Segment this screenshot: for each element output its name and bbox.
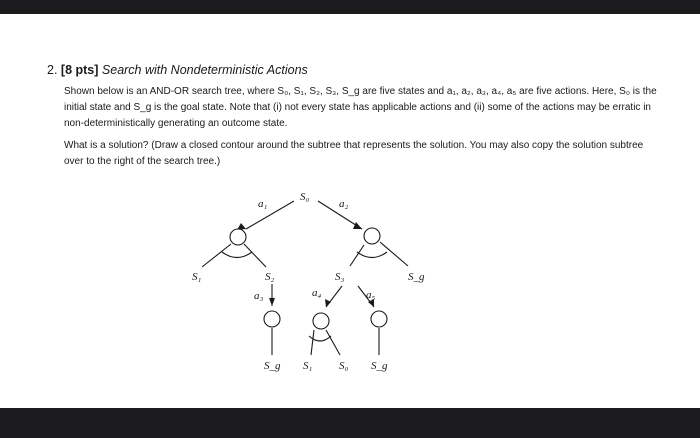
- action-a2-label: a₂: [339, 198, 349, 210]
- intro-paragraph: Shown below is an AND-OR search tree, where S₀, S₁, S₂, S₃, S_g are five states and a₁, a₂, a₃, a₄, a₅ are five actions. Here, S₀ is the initial state and S_g is the goal state. Note that (i) not every state has applicable actions and (ii) some of the actions may be erratic in non-deterministically generating an outcome state.: [64, 86, 657, 129]
- state-sg-under-a5: S_g: [371, 360, 388, 372]
- state-s0-under-a4: S₀: [339, 360, 349, 372]
- and-node-a1: [230, 229, 246, 245]
- state-sg-goal-right: S_g: [408, 271, 425, 283]
- state-s0-root: S₀: [300, 191, 310, 203]
- and-node-a3: [264, 311, 280, 327]
- question-number: 2.: [47, 63, 58, 77]
- state-s1-under-a4: S₁: [303, 360, 313, 372]
- arrowhead-a2: [353, 222, 362, 229]
- bottom-dark-bar: [0, 408, 700, 438]
- edge-root-to-a1-node: [246, 201, 294, 229]
- edge-and1-to-s1: [202, 244, 231, 267]
- state-s3: S₃: [335, 271, 345, 283]
- action-a4-label: a₄: [312, 287, 322, 299]
- and-node-a2: [364, 228, 380, 244]
- edge-a4-node-to-s1: [311, 330, 314, 355]
- arrowhead-a4: [325, 299, 331, 307]
- and-arc-a2: [357, 252, 387, 258]
- arrowhead-a3: [269, 298, 275, 306]
- state-s2: S₂: [265, 271, 275, 283]
- state-s1-leaf: S₁: [192, 271, 202, 283]
- question-title: Search with Nondeterministic Actions: [101, 63, 308, 77]
- and-node-a4: [313, 313, 329, 329]
- and-node-a5: [371, 311, 387, 327]
- action-a1-label: a₁: [258, 198, 268, 210]
- action-a3-label: a₃: [254, 290, 264, 302]
- edge-a4-node-to-s0: [326, 330, 340, 355]
- and-arc-a1: [222, 252, 252, 258]
- state-sg-under-a3: S_g: [264, 360, 281, 372]
- action-a5-label: a₅: [366, 289, 376, 301]
- question-paragraph: What is a solution? (Draw a closed contour around the subtree that represents the solution. You may also copy the solution subtree over to the right of the search tree.): [64, 140, 644, 167]
- question-points: [8 pts]: [60, 63, 99, 77]
